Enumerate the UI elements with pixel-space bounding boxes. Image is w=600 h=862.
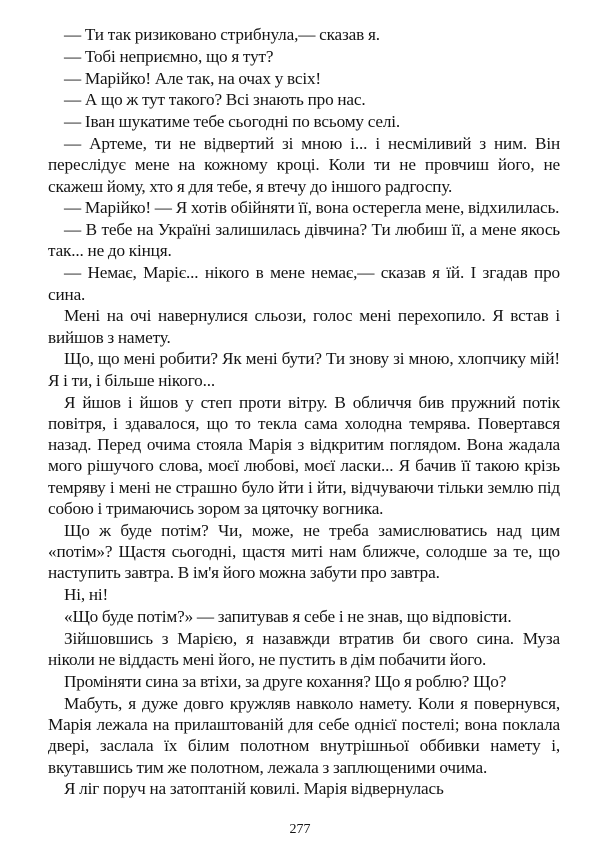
- paragraph: — Ти так ризиковано стрибнула,— сказав я.: [64, 25, 380, 44]
- paragraph: — Артеме, ти не відвертий зі мною і... і несміливий з ним. Він переслідує мене на кожному кроці. Коли ти не провчиш його, не скажеш йому, хто я для тебе, я втечу до іншого радгоспу.: [48, 133, 560, 196]
- paragraph: — В тебе на Україні залишилась дівчина? Ти любиш її, а мене якось так... не до кінця.: [48, 220, 560, 261]
- paragraph: — Марійко! Але так, на очах у всіх!: [64, 68, 321, 88]
- paragraph: Що ж буде потім? Чи, може, не треба замислюватись над цим «потім»? Щастя сьогодні, щастя миті нам ближче, солодше за те, що наступить завтра. В ім'я його можна забути про завтра.: [48, 520, 560, 583]
- paragraph: Мабуть, я дуже довго кружляв навколо намету. Коли я повернувся, Марія лежала на прилаштованій для себе однієї постелі; вона поклала двері, заслала їх білим полотном внутрішньої оббивки намету і, вкутавшись тим же полотном, лежала з заплющеними очима.: [48, 693, 560, 777]
- page-number: 277: [289, 822, 311, 837]
- paragraph: Я йшов і йшов у степ проти вітру. В обличчя бив пружний потік повітря, і здавалося, що то текла сама холодна темрява. Повертався назад. Перед очима стояла Марія з відкритим поглядом. Вона жадала мого рішучого слова, моєї любові, моєї ласки... Я бачив її такою крізь темряву і мені не страшно було йти і йти, відчуваючи тільки землю під собою і тримаючись зором за цяточку вогника.: [48, 392, 560, 519]
- paragraph: — А що ж тут такого? Всі знають про нас.: [64, 90, 366, 110]
- paragraph: — Немає, Маріє... нікого в мене немає,— сказав я їй. І згадав про сина.: [48, 263, 560, 304]
- paragraph: Ні, ні!: [64, 585, 109, 605]
- paragraph: — Тобі неприємно, що я тут?: [64, 46, 274, 66]
- paragraph: «Що буде потім?» — запитував я себе і не знав, що відповісти.: [64, 607, 512, 627]
- paragraph: Мені на очі навернулися сльози, голос мені перехопило. Я встав і вийшов з намету.: [48, 306, 560, 347]
- page-body: [48, 24, 560, 800]
- paragraph: Проміняти сина за втіхи, за друге кохання? Що я роблю? Що?: [64, 671, 507, 691]
- paragraph: Я ліг поруч на затоптаній ковилі. Марія відвернулась: [64, 779, 444, 799]
- paragraph: — Марійко! — Я хотів обійняти її, вона остерегла мене, відхилилась.: [64, 198, 560, 218]
- paragraph: Зійшовшись з Марією, я назавжди втратив би свого сина. Муза ніколи не віддасть мені його, не пустить в дім побачити його.: [48, 628, 560, 670]
- paragraph: — Іван шукатиме тебе сьогодні по всьому селі.: [64, 112, 401, 132]
- paragraph: Що, що мені робити? Як мені бути? Ти знову зі мною, хлопчику мій! Я і ти, і більше нікого...: [48, 349, 560, 390]
